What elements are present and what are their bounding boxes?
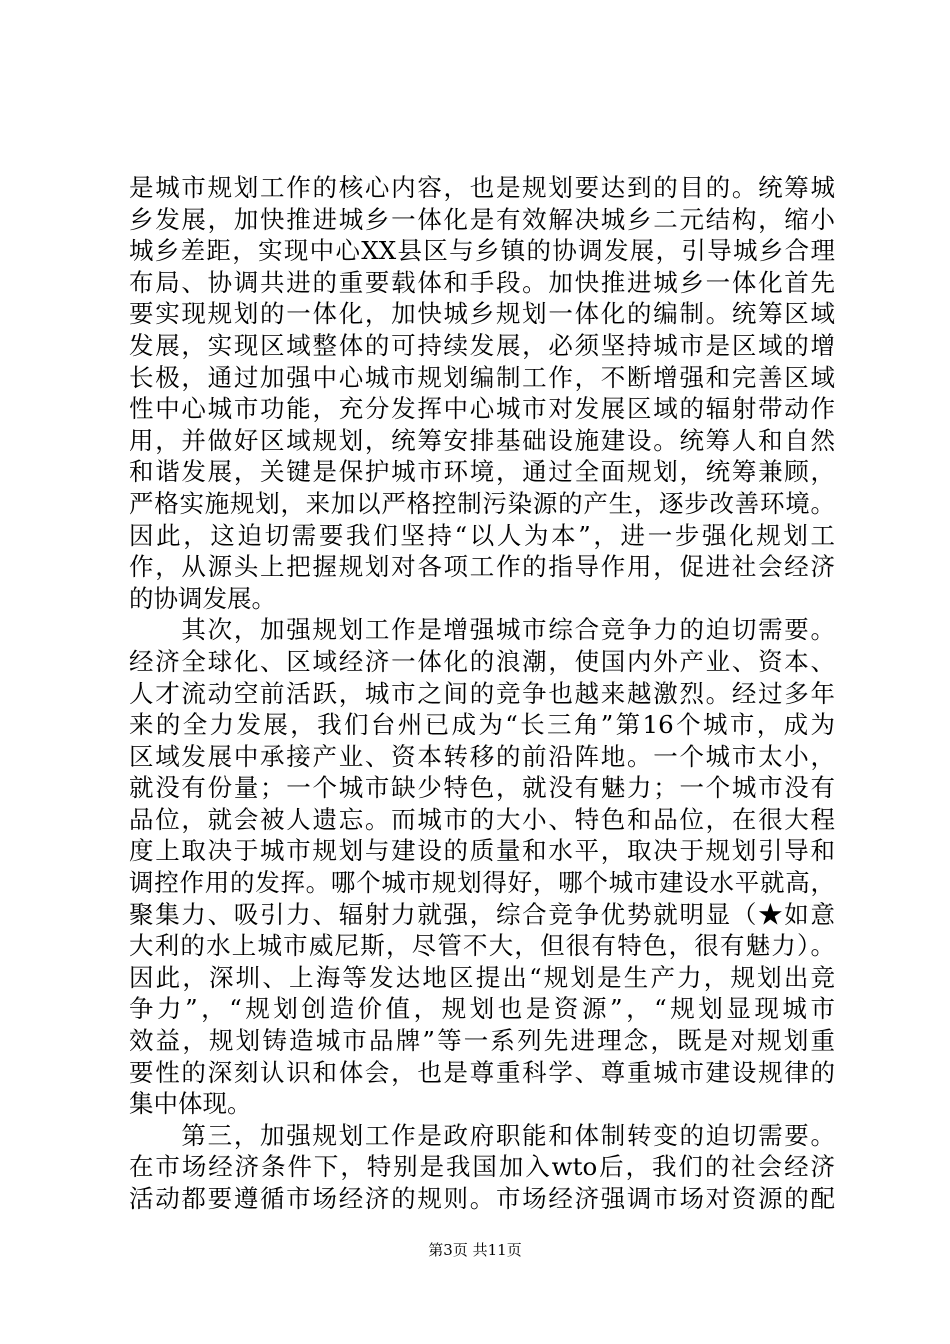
text-line: 在市场经济条件下，特别是我国加入wto后，我们的社会经济	[129, 1152, 835, 1182]
text-line: 集中体现。	[129, 1089, 252, 1119]
text-line: 严格实施规划，来加以严格控制污染源的产生，逐步改善环境。	[129, 488, 835, 518]
text-line: 乡发展，加快推进城乡一体化是有效解决城乡二元结构，缩小	[129, 204, 835, 234]
text-line: 因此，这迫切需要我们坚持“以人为本”，进一步强化规划工	[129, 520, 835, 550]
text-line: 作，从源头上把握规划对各项工作的指导作用，促进社会经济	[129, 552, 835, 582]
text-line: 大利的水上城市威尼斯，尽管不大，但很有特色，很有魅力）。	[129, 931, 835, 961]
text-line: 区域发展中承接产业、资本转移的前沿阵地。一个城市太小，	[129, 741, 835, 771]
text-line: 性中心城市功能，充分发挥中心城市对发展区域的辐射带动作	[129, 394, 835, 424]
text-line: 是城市规划工作的核心内容，也是规划要达到的目的。统筹城	[129, 173, 835, 202]
text-line: 人才流动空前活跃，城市之间的竞争也越来越激烈。经过多年	[129, 678, 835, 708]
text-line: 长极，通过加强中心城市规划编制工作，不断增强和完善区域	[129, 362, 835, 392]
text-line: 效益，规划铸造城市品牌”等一系列先进理念，既是对规划重	[129, 1026, 835, 1056]
document-body	[129, 172, 835, 1215]
text-line: 经济全球化、区域经济一体化的浪潮，使国内外产业、资本、	[129, 646, 835, 676]
text-line: 城乡差距，实现中心XX县区与乡镇的协调发展，引导城乡合理	[129, 236, 835, 266]
text-line: 要性的深刻认识和体会，也是尊重科学、尊重城市建设规律的	[129, 1057, 835, 1087]
page-number-label: 第3页 共11页	[428, 1241, 522, 1259]
text-line: 要实现规划的一体化，加快城乡规划一体化的编制。统筹区域	[129, 299, 835, 329]
text-line: 的协调发展。	[129, 583, 276, 613]
text-line: 调控作用的发挥。哪个城市规划得好，哪个城市建设水平就高，	[129, 868, 835, 898]
text-line: 就没有份量；一个城市缺少特色，就没有魅力；一个城市没有	[129, 773, 835, 803]
text-line: 因此，深圳、上海等发达地区提出“规划是生产力，规划出竞	[129, 962, 835, 992]
text-line: 和谐发展，关键是保护城市环境，通过全面规划，统筹兼顾，	[129, 457, 835, 487]
text-line: 聚集力、吸引力、辐射力就强，综合竞争优势就明显（★如意	[129, 899, 835, 929]
text-line: 度上取决于城市规划与建设的质量和水平，取决于规划引导和	[129, 836, 835, 866]
text-line: 发展，实现区域整体的可持续发展，必须坚持城市是区域的增	[129, 330, 835, 360]
text-line: 用，并做好区域规划，统筹安排基础设施建设。统筹人和自然	[129, 425, 835, 455]
text-line: 来的全力发展，我们台州已成为“长三角”第16个城市，成为	[129, 710, 835, 740]
text-line: 品位，就会被人遗忘。而城市的大小、特色和品位，在很大程	[129, 804, 835, 834]
page-footer	[0, 1240, 950, 1260]
text-line: 活动都要遵循市场经济的规则。市场经济强调市场对资源的配	[129, 1184, 835, 1213]
text-line: 布局、协调共进的重要载体和手段。加快推进城乡一体化首先	[129, 267, 835, 297]
text-line: 争力”，“规划创造价值，规划也是资源”，“规划显现城市	[129, 994, 835, 1024]
text-line: 其次，加强规划工作是增强城市综合竞争力的迫切需要。	[129, 615, 835, 645]
text-line: 第三，加强规划工作是政府职能和体制转变的迫切需要。	[129, 1120, 835, 1150]
